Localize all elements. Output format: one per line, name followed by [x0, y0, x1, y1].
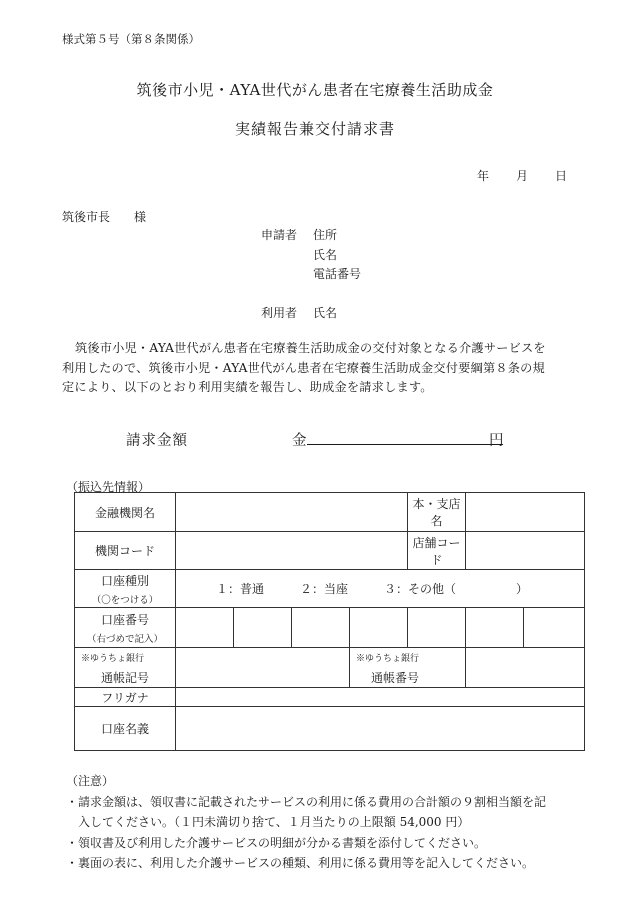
note-item: 入してください。（１円未満切り捨て、１月当たりの上限額 54,000 円） — [66, 815, 470, 829]
institution-code-label: 機関コード — [75, 532, 176, 570]
date-month-label: 月 — [516, 169, 529, 183]
account-digit-box[interactable] — [176, 608, 234, 648]
note-item: ・領収書及び利用した介護サービスの明細が分かる書類を添付してください。 — [66, 835, 487, 850]
account-digit-box[interactable] — [408, 608, 466, 648]
branch-name-label: 本・支店名 — [408, 493, 466, 532]
account-holder-label: 口座名義 — [75, 707, 176, 751]
account-number-label-cell — [75, 608, 176, 648]
user-label: 利用者 — [261, 306, 298, 320]
account-holder-field[interactable] — [176, 707, 585, 751]
applicant-label: 申請者 — [261, 228, 298, 242]
account-type-label: 口座種別 — [100, 573, 149, 588]
furigana-label: フリガナ — [75, 688, 176, 707]
yucho-note: ※ゆうちょ銀行 — [81, 654, 145, 664]
notes-section — [66, 771, 546, 874]
body-line: 定により、以下のとおり利用実績を報告し、助成金を請求します。 — [62, 380, 433, 394]
date-day-label: 日 — [555, 169, 568, 183]
passbook-number-label-cell — [350, 648, 466, 688]
account-number-label: 口座番号 — [100, 612, 149, 627]
note-item: ・請求金額は、領収書に記載されたサービスの利用に係る費用の合計額の９割相当額を記 — [66, 794, 547, 809]
bank-info-table — [74, 492, 585, 751]
note-item: ・裏面の表に、利用した介護サービスの種類、利用に係る費用等を記入してください。 — [66, 856, 535, 870]
addressee: 筑後市長 様 — [62, 210, 147, 224]
branch-code-field[interactable] — [466, 532, 585, 570]
institution-name-field[interactable] — [176, 493, 408, 532]
passbook-symbol-label: 通帳記号 — [101, 671, 150, 685]
passbook-symbol-field[interactable] — [176, 648, 350, 688]
claim-yen-label: 円 — [489, 433, 504, 449]
form-number: 様式第５号（第８条関係） — [62, 32, 200, 46]
body-line: 筑後市小児・AYA世代がん患者在宅療養生活助成金の交付対象となる介護サービスを — [75, 341, 546, 355]
applicant-phone-label: 電話番号 — [313, 267, 362, 281]
notes-title: （注意） — [66, 774, 115, 788]
date-year-label: 年 — [477, 169, 490, 183]
claim-amount-label: 請求金額 — [126, 433, 188, 449]
account-digit-box[interactable] — [234, 608, 292, 648]
account-type-label-cell — [75, 570, 176, 608]
account-digit-box[interactable] — [524, 608, 585, 648]
account-digit-box[interactable] — [292, 608, 350, 648]
branch-name-field[interactable] — [466, 493, 585, 532]
passbook-symbol-label-cell — [75, 648, 176, 688]
account-number-note: （右づめで記入） — [86, 633, 163, 645]
passbook-number-field[interactable] — [466, 648, 585, 688]
user-name-label: 氏名 — [313, 306, 338, 320]
claim-amount-field[interactable] — [307, 444, 503, 445]
form-subtitle: 実績報告兼交付請求書 — [234, 120, 395, 138]
body-paragraph — [62, 339, 582, 398]
yucho-note: ※ゆうちょ銀行 — [356, 654, 420, 664]
account-digit-box[interactable] — [466, 608, 524, 648]
bank-section-title: （振込先情報） — [66, 480, 151, 494]
furigana-field[interactable] — [176, 688, 585, 707]
institution-code-field[interactable] — [176, 532, 408, 570]
account-type-note: （〇をつける） — [91, 594, 159, 606]
passbook-number-label: 通帳番号 — [371, 671, 420, 685]
account-digit-box[interactable] — [350, 608, 408, 648]
claim-kin-label: 金 — [292, 433, 307, 449]
body-line: 利用したので、筑後市小児・AYA世代がん患者在宅療養生活助成金交付要綱第８条の規 — [62, 360, 545, 375]
institution-name-label: 金融機関名 — [75, 493, 176, 532]
form-title: 筑後市小児・AYA世代がん患者在宅療養生活助成金 — [136, 81, 494, 99]
account-type-options[interactable]: １：普通 ２：当座 ３：その他（ ） — [176, 570, 585, 608]
branch-code-label: 店舗コード — [408, 532, 466, 570]
applicant-name-label: 氏名 — [313, 248, 338, 262]
applicant-address-label: 住所 — [313, 228, 338, 242]
